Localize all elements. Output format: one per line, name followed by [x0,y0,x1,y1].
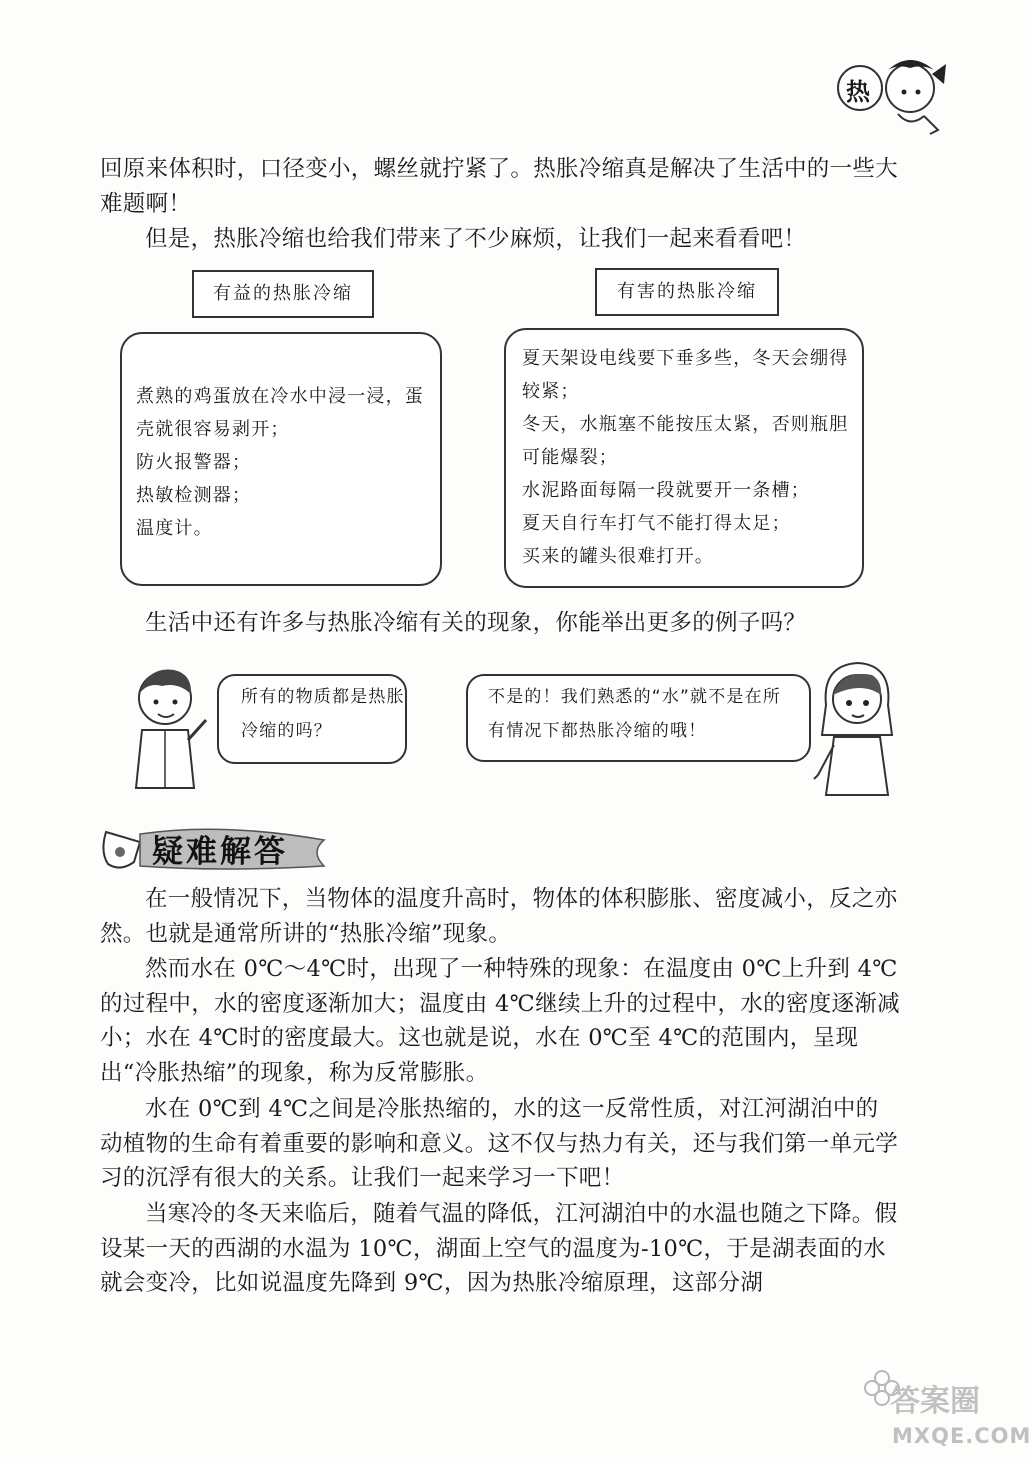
watermark [850,1362,1031,1457]
section-title: 疑难解答 [152,834,288,870]
beneficial-item: 温度计。 [136,518,213,539]
harmful-item: 夏天自行车打气不能打得太足； [522,513,791,534]
answer-paragraph: 水在 0℃到 4℃之间是冷胀热缩的，水的这一反常性质，对江河湖泊中的动植物的生命有着重要的影响和意义。这不仅与热力有关，还与我们第一单元学习的沉浮有很大的关系。让我们一起来学习一下吧！ [100,1096,899,1191]
boy-speech-text: 所有的物质都是热胀冷缩的吗？ [241,687,405,741]
girl-speech-text: 不是的！我们熟悉的“水”就不是在所有情况下都热胀冷缩的哦！ [488,687,782,741]
answer-paragraph: 当寒冷的冬天来临后，随着气温的降低，江河湖泊中的水温也随之下降。假设某一天的西湖的水温为 10℃，湖面上空气的温度为-10℃，于是湖表面的水就会变冷，比如说温度先降到 9℃，因为热胀冷缩原理，这部分湖 [100,1201,898,1296]
harmful-item: 冬天，水瓶塞不能按压太紧，否则瓶胆可能爆裂； [522,414,849,468]
beneficial-item: 煮熟的鸡蛋放在冷水中浸一浸，蛋壳就很容易剥开； [136,386,424,440]
intro-line1: 回原来体积时，口径变小，螺丝就拧紧了。热胀冷缩真是解决了生活中的一些大难题啊！ [100,156,899,217]
girl-speech-bubble [466,674,811,762]
harmful-item: 水泥路面每隔一段就要开一条槽； [522,480,810,501]
boy-speech-bubble [217,674,407,764]
question-text: 生活中还有许多与热胀冷缩有关的现象，你能举出更多的例子吗？ [145,610,807,636]
boy-illustration [118,660,213,800]
section-header [100,812,330,878]
watermark-url: MXQE.COM [892,1424,1031,1448]
beneficial-item: 热敏检测器； [136,485,252,506]
answer-paragraph: 然而水在 0℃～4℃时，出现了一种特殊的现象：在温度由 0℃上升到 4℃的过程中，水的密度逐渐加大；温度由 4℃继续上升的过程中，水的密度逐渐减小；水在 4℃时的密度最大。这也就是说，水在 0℃至 4℃的范围内，呈现出“冷胀热缩”的现象，称为反常膨胀。 [100,956,900,1086]
girl-illustration [812,655,902,805]
intro-line2: 但是，热胀冷缩也给我们带来了不少麻烦，让我们一起来看看吧！ [145,226,807,252]
watermark-logo: 答案圈 [890,1384,980,1419]
girl-icon [812,655,902,805]
beneficial-box [120,332,442,586]
boy-icon [118,660,213,800]
harmful-item: 夏天架设电线要下垂多些，冬天会绷得较紧； [522,348,849,402]
header-badge: 热 [846,78,870,106]
harmful-title: 有害的热胀冷缩 [595,268,779,316]
harmful-item: 买来的罐头很难打开。 [522,546,714,567]
harmful-box [504,328,864,588]
answer-paragraph: 在一般情况下，当物体的温度升高时，物体的体积膨胀、密度减小，反之亦然。也就是通常所讲的“热胀冷缩”现象。 [100,886,898,947]
beneficial-title: 有益的热胀冷缩 [192,270,374,318]
header-mascot [828,50,948,140]
beneficial-item: 防火报警器； [136,452,252,473]
